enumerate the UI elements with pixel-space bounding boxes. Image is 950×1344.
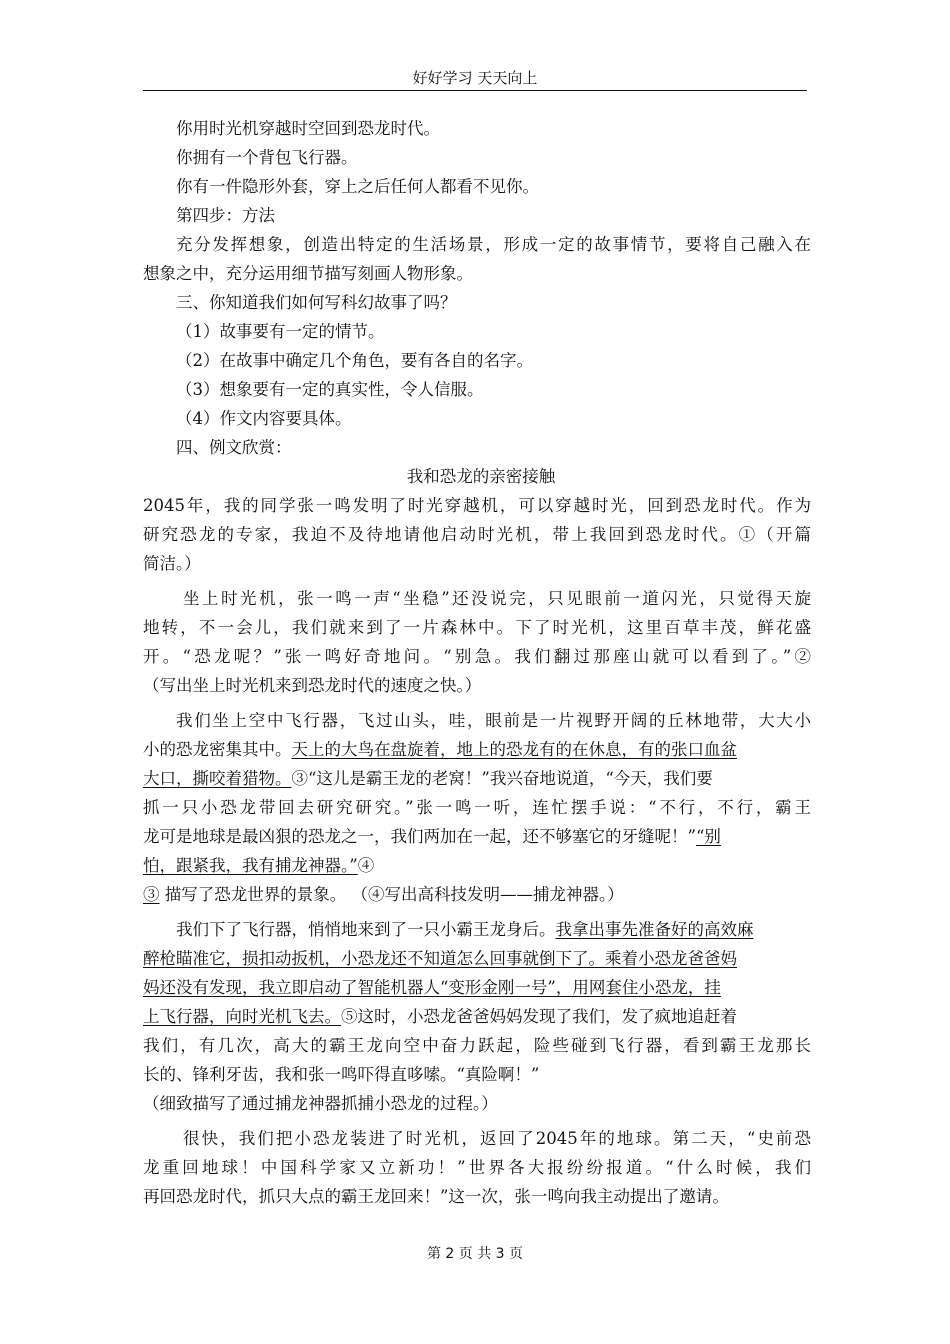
text-span: 描写了恐龙世界的景象。 （④写出高科技发明——捕龙神器。） [159,885,624,904]
section-heading: 三、你知道我们如何写科幻故事了吗？ [176,293,457,312]
text-line [143,944,811,973]
text-line [143,1002,811,1031]
section-heading: 第四步：方法 [176,206,275,225]
list-item: （3）想象要有一定的真实性，令人信服。 [176,380,484,399]
text-span: 龙可是地球是最凶狠的恐龙之一，我们两加在一起，还不够塞它的牙缝呢！” [143,827,696,846]
text-line: 你拥有一个背包飞行器。 [176,148,358,167]
text-line [143,915,811,944]
text-line: 很快，我们把小恐龙装进了时光机，返回了2045年的地球。第二天，“史前恐 [183,1129,811,1148]
text-line: 再回恐龙时代，抓只大点的霸王龙回来！”这一次，张一鸣向我主动提出了邀请。 [143,1187,729,1206]
text-span: ③“这儿是霸王龙的老窝！”我兴奋地说道，“今天，我们要 [291,769,713,788]
text-span: 小的恐龙密集其中。 [143,740,292,759]
section-heading: 四、例文欣赏： [176,438,292,457]
text-line [143,822,811,851]
underlined-text: ③ [143,885,160,904]
underlined-text: 我拿出事先准备好的高效麻 [555,920,754,939]
text-line: 龙重回地球！中国科学家又立新功！”世界各大报纷纷报道。“什么时候，我们 [143,1158,811,1177]
list-item: （2）在故事中确定几个角色，要有各自的名字。 [176,351,533,370]
underlined-text: 天上的大鸟在盘旋着，地上的恐龙有的在休息，有的张口血盆 [291,740,737,759]
text-line: 长的、锋利牙齿，我和张一鸣吓得直哆嗦。“真险啊！” [143,1065,540,1084]
page-header: 好好学习 天天向上 [143,68,807,91]
text-span: ⑤这时，小恐龙爸爸妈妈发现了我们，发了疯地追赶着 [341,1007,737,1026]
text-span: 我们下了飞行器，悄悄地来到了一只小霸王龙身后。 [176,920,556,939]
text-line: 简洁。） [143,554,201,573]
page-footer: 第 2 页 共 3 页 [426,1246,524,1262]
text-line: 2045年，我的同学张一鸣发明了时光穿越机，可以穿越时光，回到恐龙时代。作为 [143,496,811,515]
text-line [143,973,811,1002]
underlined-text: 怕，跟紧我，我有捕龙神器。” [143,856,358,875]
essay-title: 我和恐龙的亲密接触 [406,467,556,486]
document-body [143,114,811,1211]
underlined-text: 上飞行器，向时光机飞去。 [143,1007,341,1026]
text-line: 开。“恐龙呢？”张一鸣好奇地问。“别急。我们翻过那座山就可以看到了。”② [143,647,811,666]
text-line: 充分发挥想象，创造出特定的生活场景，形成一定的故事情节，要将自己融入在 [176,235,811,254]
underlined-text: 大口，撕咬着猎物。 [143,769,292,788]
underlined-text: “别 [695,827,721,846]
text-line: 研究恐龙的专家，我迫不及待地请他启动时光机，带上我回到恐龙时代。①（开篇 [143,525,811,544]
text-line: 地转，不一会儿，我们就来到了一片森林中。下了时光机，这里百草丰茂，鲜花盛 [143,618,811,637]
list-item: （4）作文内容要具体。 [176,409,352,428]
annotation: （细致描写了通过捕龙神器抓捕小恐龙的过程。） [143,1094,498,1113]
text-line: 你有一件隐形外套，穿上之后任何人都看不见你。 [176,177,539,196]
text-line [143,851,811,880]
text-line: 我们坐上空中飞行器，飞过山头，哇，眼前是一片视野开阔的丘林地带，大大小 [176,711,811,730]
underlined-text: 妈还没有发现，我立即启动了智能机器人“变形金刚一号”，用网套住小恐龙，挂 [143,978,721,997]
list-item: （1）故事要有一定的情节。 [176,322,385,341]
annotation: （写出坐上时光机来到恐龙时代的速度之快。） [143,676,482,695]
text-line: 想象之中，充分运用细节描写刻画人物形象。 [143,264,473,283]
text-line [143,764,811,793]
text-line: 我们，有几次，高大的霸王龙向空中奋力跃起，险些碰到飞行器，看到霸王龙那长 [143,1036,811,1055]
text-span: ④ [357,856,375,875]
underlined-text: 醉枪瞄准它，损扣动扳机，小恐龙还不知道怎么回事就倒下了。乘着小恐龙爸爸妈 [143,949,737,968]
text-line [143,735,811,764]
annotation [143,880,811,909]
text-line: 坐上时光机，张一鸣一声“坐稳”还没说完，只见眼前一道闪光，只觉得天旋 [183,589,811,608]
text-line: 抓一只小恐龙带回去研究研究。”张一鸣一听，连忙摆手说：“不行，不行，霸王 [143,798,811,817]
text-line: 你用时光机穿越时空回到恐龙时代。 [176,119,440,138]
